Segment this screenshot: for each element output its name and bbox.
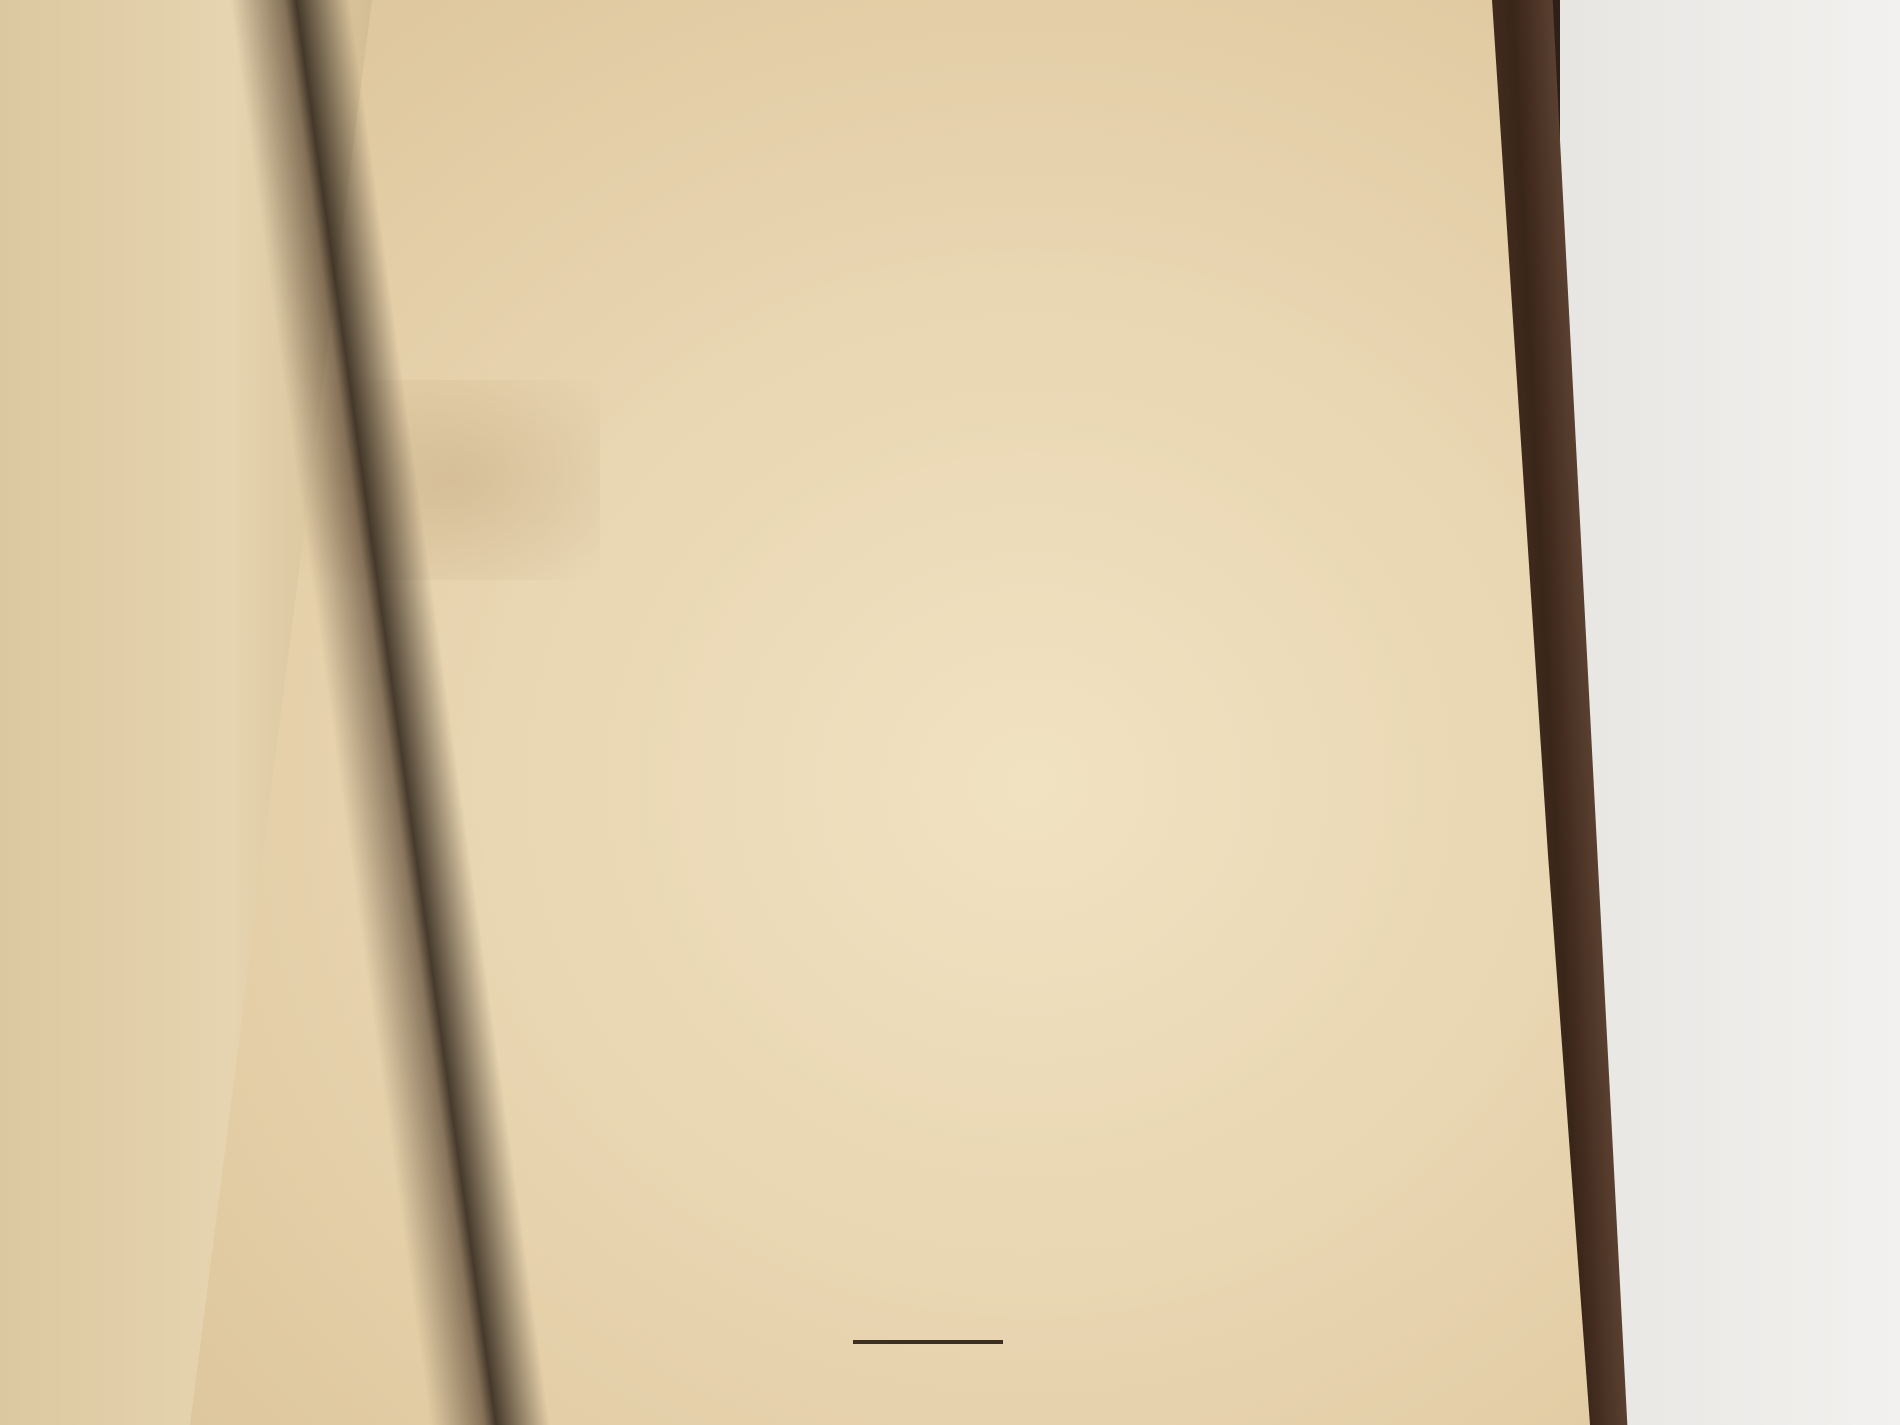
- camera-timestamp-box: [1700, 480, 1760, 770]
- closing-rule: [853, 1340, 1003, 1344]
- left-page-text: [0, 0, 243, 6]
